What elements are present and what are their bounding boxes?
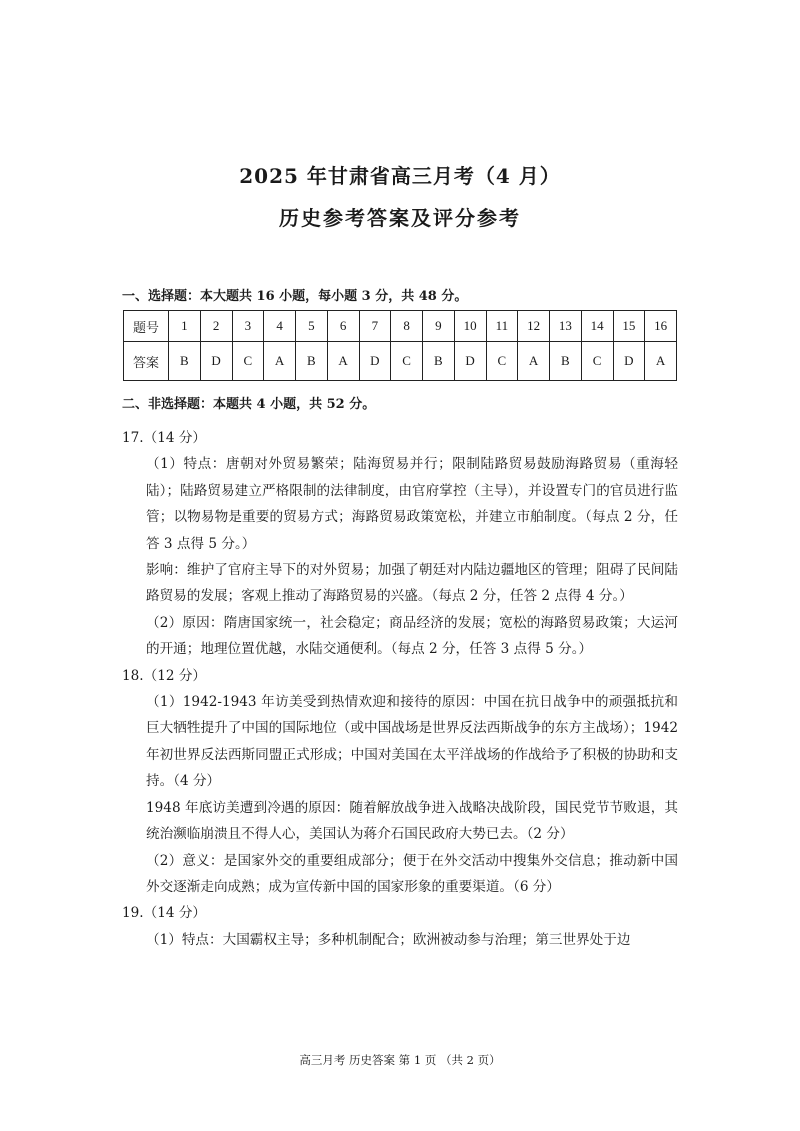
section2-heading: 二、非选择题：本题共 4 小题，共 52 分。 — [122, 397, 376, 412]
question-number: 4 — [264, 311, 296, 342]
answer-table — [123, 310, 677, 381]
question-number: 13 — [550, 311, 582, 342]
answer-cell: B — [550, 342, 582, 381]
question-number: 2 — [200, 311, 232, 342]
answer-cell: A — [327, 342, 359, 381]
question-number: 14 — [581, 311, 613, 342]
answer-row — [124, 342, 677, 381]
row-label-number: 题号 — [124, 311, 169, 342]
answer-cell: C — [486, 342, 518, 381]
answer-cell: C — [391, 342, 423, 381]
answer-cell: D — [454, 342, 486, 381]
section1-heading: 一、选择题：本大题共 16 小题，每小题 3 分，共 48 分。 — [122, 289, 468, 304]
document-title: 2025 年甘肃省高三月考（4 月） — [239, 164, 561, 188]
question-number: 9 — [423, 311, 455, 342]
q19-part1-features: （1）特点：大国霸权主导；多种机制配合；欧洲被动参与治理；第三世界处于边 — [146, 931, 631, 948]
question-19-label: 19.（14 分） — [122, 905, 207, 922]
answer-body — [122, 425, 678, 953]
answer-cell: C — [581, 342, 613, 381]
answer-cell: B — [169, 342, 201, 381]
question-18-label: 18.（12 分） — [122, 667, 207, 684]
answer-cell: A — [264, 342, 296, 381]
answer-cell: D — [359, 342, 391, 381]
q17-part1-features: （1）特点：唐朝对外贸易繁荣；陆海贸易并行；限制陆路贸易鼓励海路贸易（重海轻陆）；陆路贸易建立严格限制的法律制度，由官府掌控（主导），并设置专门的官员进行监管；以物易物是重要的贸易方式；海路贸易政策宽松，并建立市舶制度。（每点 2 分，任答 3 点得 5 分。） — [146, 456, 678, 552]
q17-part1-impact: 影响：维护了官府主导下的对外贸易；加强了朝廷对内陆边疆地区的管理；阻碍了民间陆路贸易的发展；客观上推动了海路贸易的兴盛。（每点 2 分，任答 2 点得 4 分。） — [146, 562, 678, 605]
answer-cell: B — [423, 342, 455, 381]
question-number: 15 — [613, 311, 645, 342]
question-number: 11 — [486, 311, 518, 342]
question-number: 8 — [391, 311, 423, 342]
q17-part2-reasons: （2）原因：隋唐国家统一，社会稳定；商品经济的发展；宽松的海路贸易政策；大运河的开通；地理位置优越，水陆交通便利。（每点 2 分，任答 3 点得 5 分。） — [146, 614, 678, 658]
answer-cell: A — [518, 342, 550, 381]
question-number: 16 — [645, 311, 677, 342]
document-subtitle: 历史参考答案及评分参考 — [279, 206, 521, 230]
question-number-row — [124, 311, 677, 342]
question-number: 5 — [296, 311, 328, 342]
question-number: 7 — [359, 311, 391, 342]
question-number: 10 — [454, 311, 486, 342]
question-number: 6 — [327, 311, 359, 342]
answer-cell: A — [645, 342, 677, 381]
question-number: 12 — [518, 311, 550, 342]
question-17-label: 17.（14 分） — [122, 430, 207, 446]
page-footer: 高三月考 历史答案 第 1 页 （共 2 页） — [299, 1053, 501, 1067]
answer-cell: C — [232, 342, 264, 381]
row-label-answer: 答案 — [124, 342, 169, 381]
answer-cell: B — [296, 342, 328, 381]
q18-part1-welcome-reasons: （1）1942-1943 年访美受到热情欢迎和接待的原因：中国在抗日战争中的顽强抵抗和巨大牺牲提升了中国的国际地位（或中国战场是世界反法西斯战争的东方主战场）；1942 年初世界反法西斯同盟正式形成；中国对美国在太平洋战场的作战给予了积极的协助和支持。（4 分） — [146, 694, 678, 790]
answer-cell: D — [200, 342, 232, 381]
q18-part2-significance: （2）意义：是国家外交的重要组成部分；便于在外交活动中搜集外交信息；推动新中国外交逐渐走向成熟；成为宣传新中国的国家形象的重要渠道。（6 分） — [146, 852, 678, 895]
q18-part1-cold-reasons: 1948 年底访美遭到冷遇的原因：随着解放战争进入战略决战阶段，国民党节节败退，其统治濒临崩溃且不得人心，美国认为蒋介石国民政府大势已去。（2 分） — [146, 799, 678, 843]
question-number: 3 — [232, 311, 264, 342]
question-number: 1 — [169, 311, 201, 342]
answer-cell: D — [613, 342, 645, 381]
